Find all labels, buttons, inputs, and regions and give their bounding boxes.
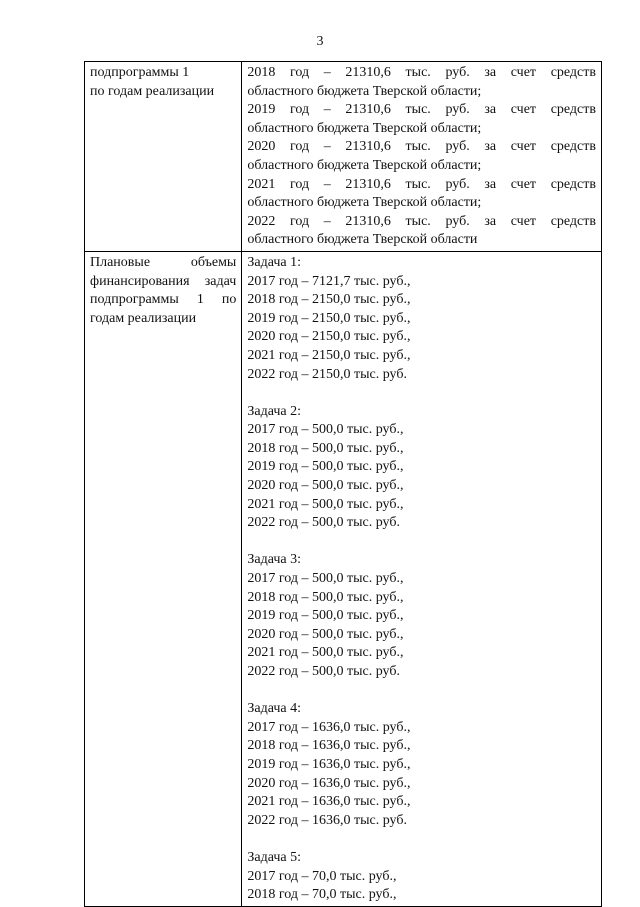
task-year-line: 2018 год – 500,0 тыс. руб., (247, 589, 404, 605)
task-title: Задача 2: (247, 403, 301, 419)
task-year-line: 2018 год – 500,0 тыс. руб., (247, 440, 404, 456)
row1-label-line: по годам реализации (90, 83, 215, 99)
task-year-line: 2022 год – 500,0 тыс. руб. (247, 515, 400, 531)
funding-entry-line: 2019 год – 21310,6 тыс. руб. за счет средств (247, 102, 596, 118)
task-year-line: 2017 год – 70,0 тыс. руб., (247, 868, 397, 884)
task-gap (247, 682, 596, 701)
funding-entry-line: областного бюджета Тверской области (247, 232, 478, 248)
task-year-line: 2022 год – 2150,0 тыс. руб. (247, 366, 407, 382)
task-year-line: 2019 год – 500,0 тыс. руб., (247, 459, 404, 475)
task-year-line: 2018 год – 70,0 тыс. руб., (247, 887, 397, 903)
funding-entry-line: 2020 год – 21310,6 тыс. руб. за счет средств (247, 139, 596, 155)
task-year-line: 2021 год – 1636,0 тыс. руб., (247, 794, 411, 810)
task-title: Задача 1: (247, 254, 301, 270)
task-year-line: 2020 год – 2150,0 тыс. руб., (247, 329, 411, 345)
row1-label-line: подпрограммы 1 (90, 65, 190, 80)
row2-label-cell (85, 251, 242, 906)
program-table (84, 61, 602, 907)
row2-label-line: Плановые объемы (90, 254, 237, 270)
task-year-line: 2018 год – 2150,0 тыс. руб., (247, 292, 411, 308)
task-gap (247, 830, 596, 849)
task-gap (247, 384, 596, 403)
task-title: Задача 4: (247, 701, 301, 717)
task-year-line: 2022 год – 1636,0 тыс. руб. (247, 812, 407, 828)
task-year-line: 2021 год – 2150,0 тыс. руб., (247, 347, 411, 363)
task-year-line: 2018 год – 1636,0 тыс. руб., (247, 738, 411, 754)
task-year-line: 2022 год – 500,0 тыс. руб. (247, 664, 400, 679)
table-row-funding-by-year (85, 62, 602, 252)
funding-entry-line: областного бюджета Тверской области; (247, 120, 482, 136)
task-year-line: 2020 год – 500,0 тыс. руб., (247, 478, 404, 494)
page-number: 3 (316, 34, 324, 49)
task-gap (247, 533, 596, 552)
task-year-line: 2017 год – 500,0 тыс. руб., (247, 422, 404, 438)
task-group (247, 403, 596, 533)
task-year-line: 2017 год – 500,0 тыс. руб., (247, 571, 404, 587)
funding-entry-line: 2018 год – 21310,6 тыс. руб. за счет средств (247, 65, 596, 80)
funding-entry-line: 2022 год – 21310,6 тыс. руб. за счет средств (247, 213, 596, 229)
funding-entry-line: областного бюджета Тверской области; (247, 195, 482, 211)
task-group (247, 849, 596, 905)
task-group (247, 551, 596, 681)
task-year-line: 2019 год – 500,0 тыс. руб., (247, 608, 404, 624)
row2-label-line: подпрограммы 1 по (90, 292, 237, 308)
task-year-line: 2020 год – 500,0 тыс. руб., (247, 626, 404, 642)
task-group (247, 254, 596, 384)
task-year-line: 2021 год – 500,0 тыс. руб., (247, 496, 404, 512)
task-title: Задача 5: (247, 849, 301, 865)
task-year-line: 2017 год – 7121,7 тыс. руб., (247, 273, 411, 289)
task-year-line: 2020 год – 1636,0 тыс. руб., (247, 775, 411, 791)
task-group (247, 700, 596, 830)
task-year-line: 2019 год – 1636,0 тыс. руб., (247, 756, 411, 772)
row2-value-cell (242, 251, 602, 906)
funding-entry-line: областного бюджета Тверской области; (247, 157, 482, 173)
row1-value-cell (242, 62, 602, 252)
row1-label-cell (85, 62, 242, 252)
task-year-line: 2017 год – 1636,0 тыс. руб., (247, 719, 411, 735)
table-row-task-funding (85, 251, 602, 906)
funding-entry-line: областного бюджета Тверской области; (247, 83, 482, 99)
task-year-line: 2021 год – 500,0 тыс. руб., (247, 645, 404, 661)
funding-entry-line: 2021 год – 21310,6 тыс. руб. за счет средств (247, 176, 596, 192)
task-year-line: 2019 год – 2150,0 тыс. руб., (247, 310, 411, 326)
row2-label-line: годам реализации (90, 310, 197, 326)
row2-label-line: финансирования задач (90, 273, 237, 289)
task-title: Задача 3: (247, 552, 301, 568)
